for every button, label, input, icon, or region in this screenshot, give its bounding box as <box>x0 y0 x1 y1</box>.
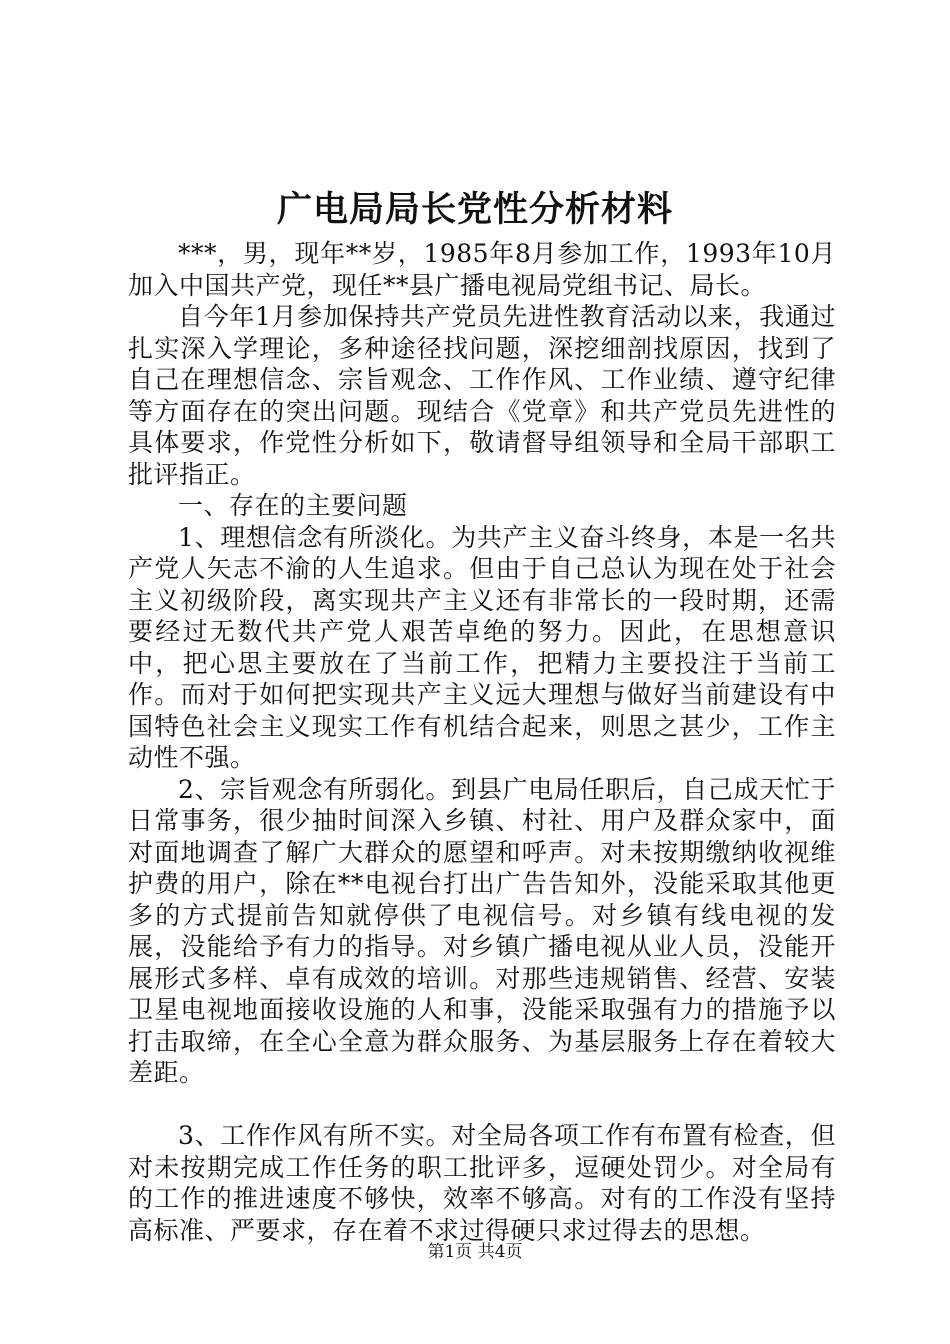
paragraph-problem-2: 2、宗旨观念有所弱化。到县广电局任职后，自己成天忙于日常事务，很少抽时间深入乡镇、村社、用户及群众家中，面对面地调查了解广大群众的愿望和呼声。对未按期缴纳收视维护费的用户，除在**电视台打出广告告知外，没能采取其他更多的方式提前告知就停供了电视信号。对乡镇有线电视的发展，没能给予有力的指导。对乡镇广播电视从业人员，没能开展形式多样、卓有成效的培训。对那些违规销售、经营、安装卫星电视地面接收设施的人和事，没能采取强有力的措施予以打击取缔，在全心全意为群众服务、为基层服务上存在着较大差距。 <box>128 774 836 1087</box>
paragraph-personal-info: ***，男，现年**岁，1985年8月参加工作，1993年10月加入中国共产党，现任**县广播电视局党组书记、局长。 <box>128 239 836 300</box>
document-title: 广电局局长党性分析材料 <box>276 189 673 230</box>
paragraph-problem-1: 1、理想信念有所淡化。为共产主义奋斗终身，本是一名共产党人矢志不渝的人生追求。但由于自己总认为现在处于社会主义初级阶段，离实现共产主义还有非常长的一段时期，还需要经过无数代共产党人艰苦卓绝的努力。因此，在思想意识中，把心思主要放在了当前工作，把精力主要投注于当前工作。而对于如何把实现共产主义远大理想与做好当前建设有中国特色社会主义现实工作有机结合起来，则思之甚少，工作主动性不强。 <box>128 522 836 772</box>
section-heading-main-problems: 一、存在的主要问题 <box>178 491 408 520</box>
paragraph-problem-3: 3、工作作风有所不实。对全局各项工作有布置有检查，但对未按期完成工作任务的职工批评多，逗硬处罚少。对全局有的工作的推进速度不够快，效率不够高。对有的工作没有坚持高标准、严要求，存在着不求过得硬只求过得去的思想。 <box>128 1121 836 1245</box>
paragraph-introduction: 自今年1月参加保持共产党员先进性教育活动以来，我通过扎实深入学理论，多种途径找问题，深挖细剖找原因，找到了自己在理想信念、宗旨观念、工作作风、工作业绩、遵守纪律等方面存在的突出问题。现结合《党章》和共产党员先进性的具体要求，作党性分析如下，敬请督导组领导和全局干部职工批评指正。 <box>128 302 836 489</box>
page-number-footer: 第1页 共4页 <box>427 1242 523 1262</box>
document-body <box>128 238 836 1246</box>
